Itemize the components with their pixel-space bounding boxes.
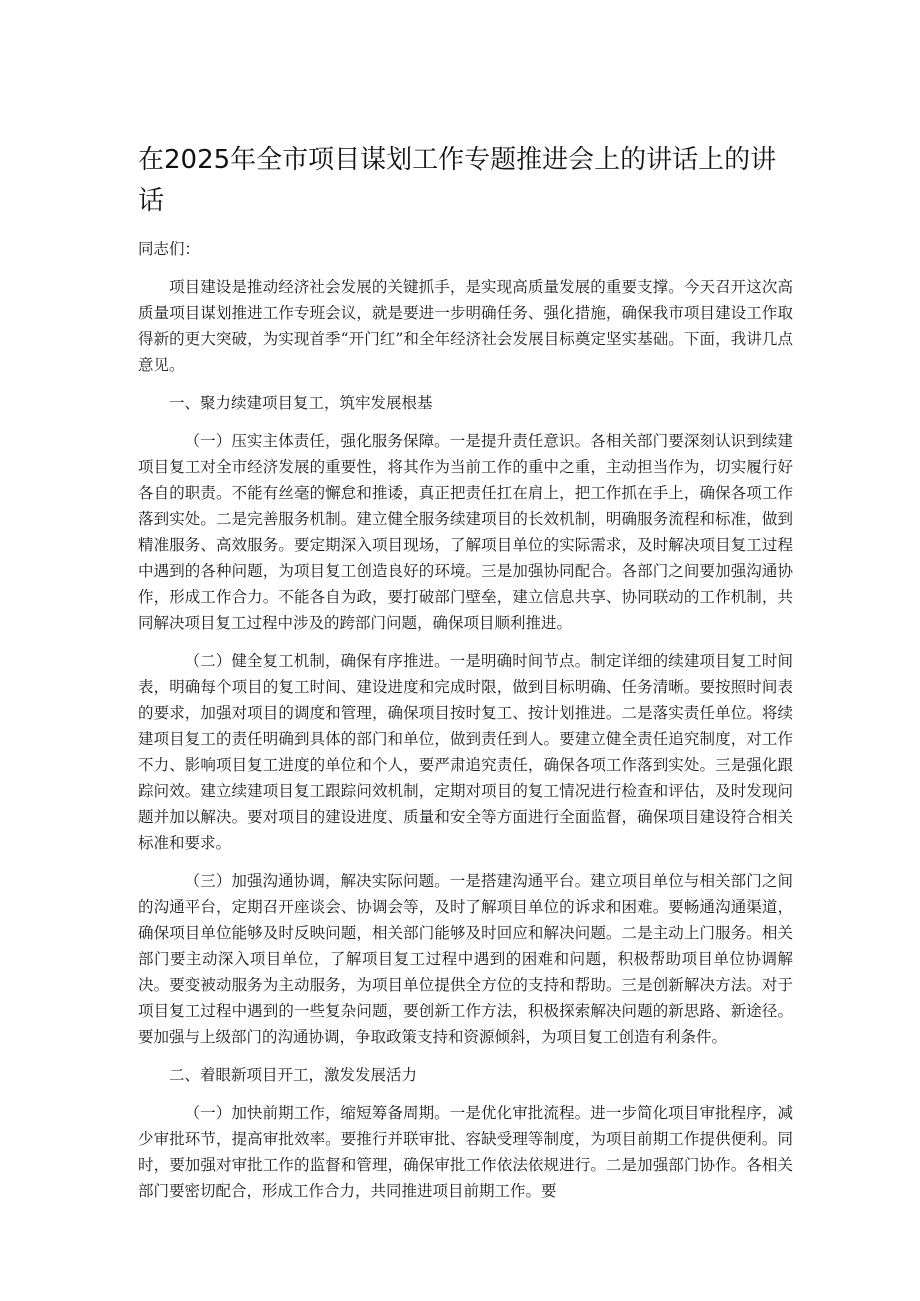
document-title: 在2025年全市项目谋划工作专题推进会上的讲话上的讲话: [138, 145, 777, 216]
section-1-paragraph-3: （三）加强沟通协调，解决实际问题。一是搭建沟通平台。建立项目单位与相关部门之间的沟通平台，定期召开座谈会、协调会等，及时了解项目单位的诉求和困难。要畅通沟通渠道，确保项目单位能够及时反映问题，相关部门能够及时回应和解决问题。二是主动上门服务。相关部门要主动深入项目单位，了解项目复工过程中遇到的困难和问题，积极帮助项目单位协调解决。要变被动服务为主动服务，为项目单位提供全方位的支持和帮助。三是创新解决方法。对于项目复工过程中遇到的一些复杂问题，要创新工作方法，积极探索解决问题的新思路、新途径。要加强与上级部门的沟通协调，争取政策支持和资源倾斜，为项目复工创造有利条件。: [138, 872, 793, 1046]
section-2-heading: 二、着眼新项目开工，激发发展活力: [169, 1066, 418, 1084]
intro-paragraph: 项目建设是推动经济社会发展的关键抓手，是实现高质量发展的重要支撑。今天召开这次高质量项目谋划推进工作专班会议，就是要进一步明确任务、强化措施，确保我市项目建设工作取得新的更大突破，为实现首季“开门红”和全年经济社会发展目标奠定坚实基础。下面，我讲几点意见。: [138, 278, 793, 374]
salutation: 同志们：: [138, 240, 201, 258]
section-2-paragraph-1: （一）加快前期工作，缩短筹备周期。一是优化审批流程。进一步简化项目审批程序，减少审批环节，提高审批效率。要推行并联审批、容缺受理等制度，为项目前期工作提供便利。同时，要加强对审批工作的监督和管理，确保审批工作依法依规进行。二是加强部门协作。各相关部门要密切配合，形成工作合力，共同推进项目前期工作。要: [138, 1104, 793, 1200]
document-page: [138, 0, 793, 1204]
section-1-paragraph-2: （二）健全复工机制，确保有序推进。一是明确时间节点。制定详细的续建项目复工时间表，明确每个项目的复工时间、建设进度和完成时限，做到目标明确、任务清晰。要按照时间表的要求，加强对项目的调度和管理，确保项目按时复工、按计划推进。二是落实责任单位。将续建项目复工的责任明确到具体的部门和单位，做到责任到人。要建立健全责任追究制度，对工作不力、影响项目复工进度的单位和个人，要严肃追究责任，确保各项工作落到实处。三是强化跟踪问效。建立续建项目复工跟踪问效机制，定期对项目的复工情况进行检查和评估，及时发现问题并加以解决。要对项目的建设进度、质量和安全等方面进行全面监督，确保项目建设符合相关标准和要求。: [138, 652, 793, 852]
section-1-paragraph-1: （一）压实主体责任，强化服务保障。一是提升责任意识。各相关部门要深刻认识到续建项目复工对全市经济发展的重要性，将其作为当前工作的重中之重，主动担当作为，切实履行好各自的职责。不能有丝毫的懈怠和推诿，真正把责任扛在肩上，把工作抓在手上，确保各项工作落到实处。二是完善服务机制。建立健全服务续建项目的长效机制，明确服务流程和标准，做到精准服务、高效服务。要定期深入项目现场，了解项目单位的实际需求，及时解决项目复工过程中遇到的各种问题，为项目复工创造良好的环境。三是加强协同配合。各部门之间要加强沟通协作，形成工作合力。不能各自为政，要打破部门壁垒，建立信息共享、协同联动的工作机制，共同解决项目复工过程中涉及的跨部门问题，确保项目顺利推进。: [138, 432, 793, 632]
section-1-heading: 一、聚力续建项目复工，筑牢发展根基: [169, 394, 433, 412]
